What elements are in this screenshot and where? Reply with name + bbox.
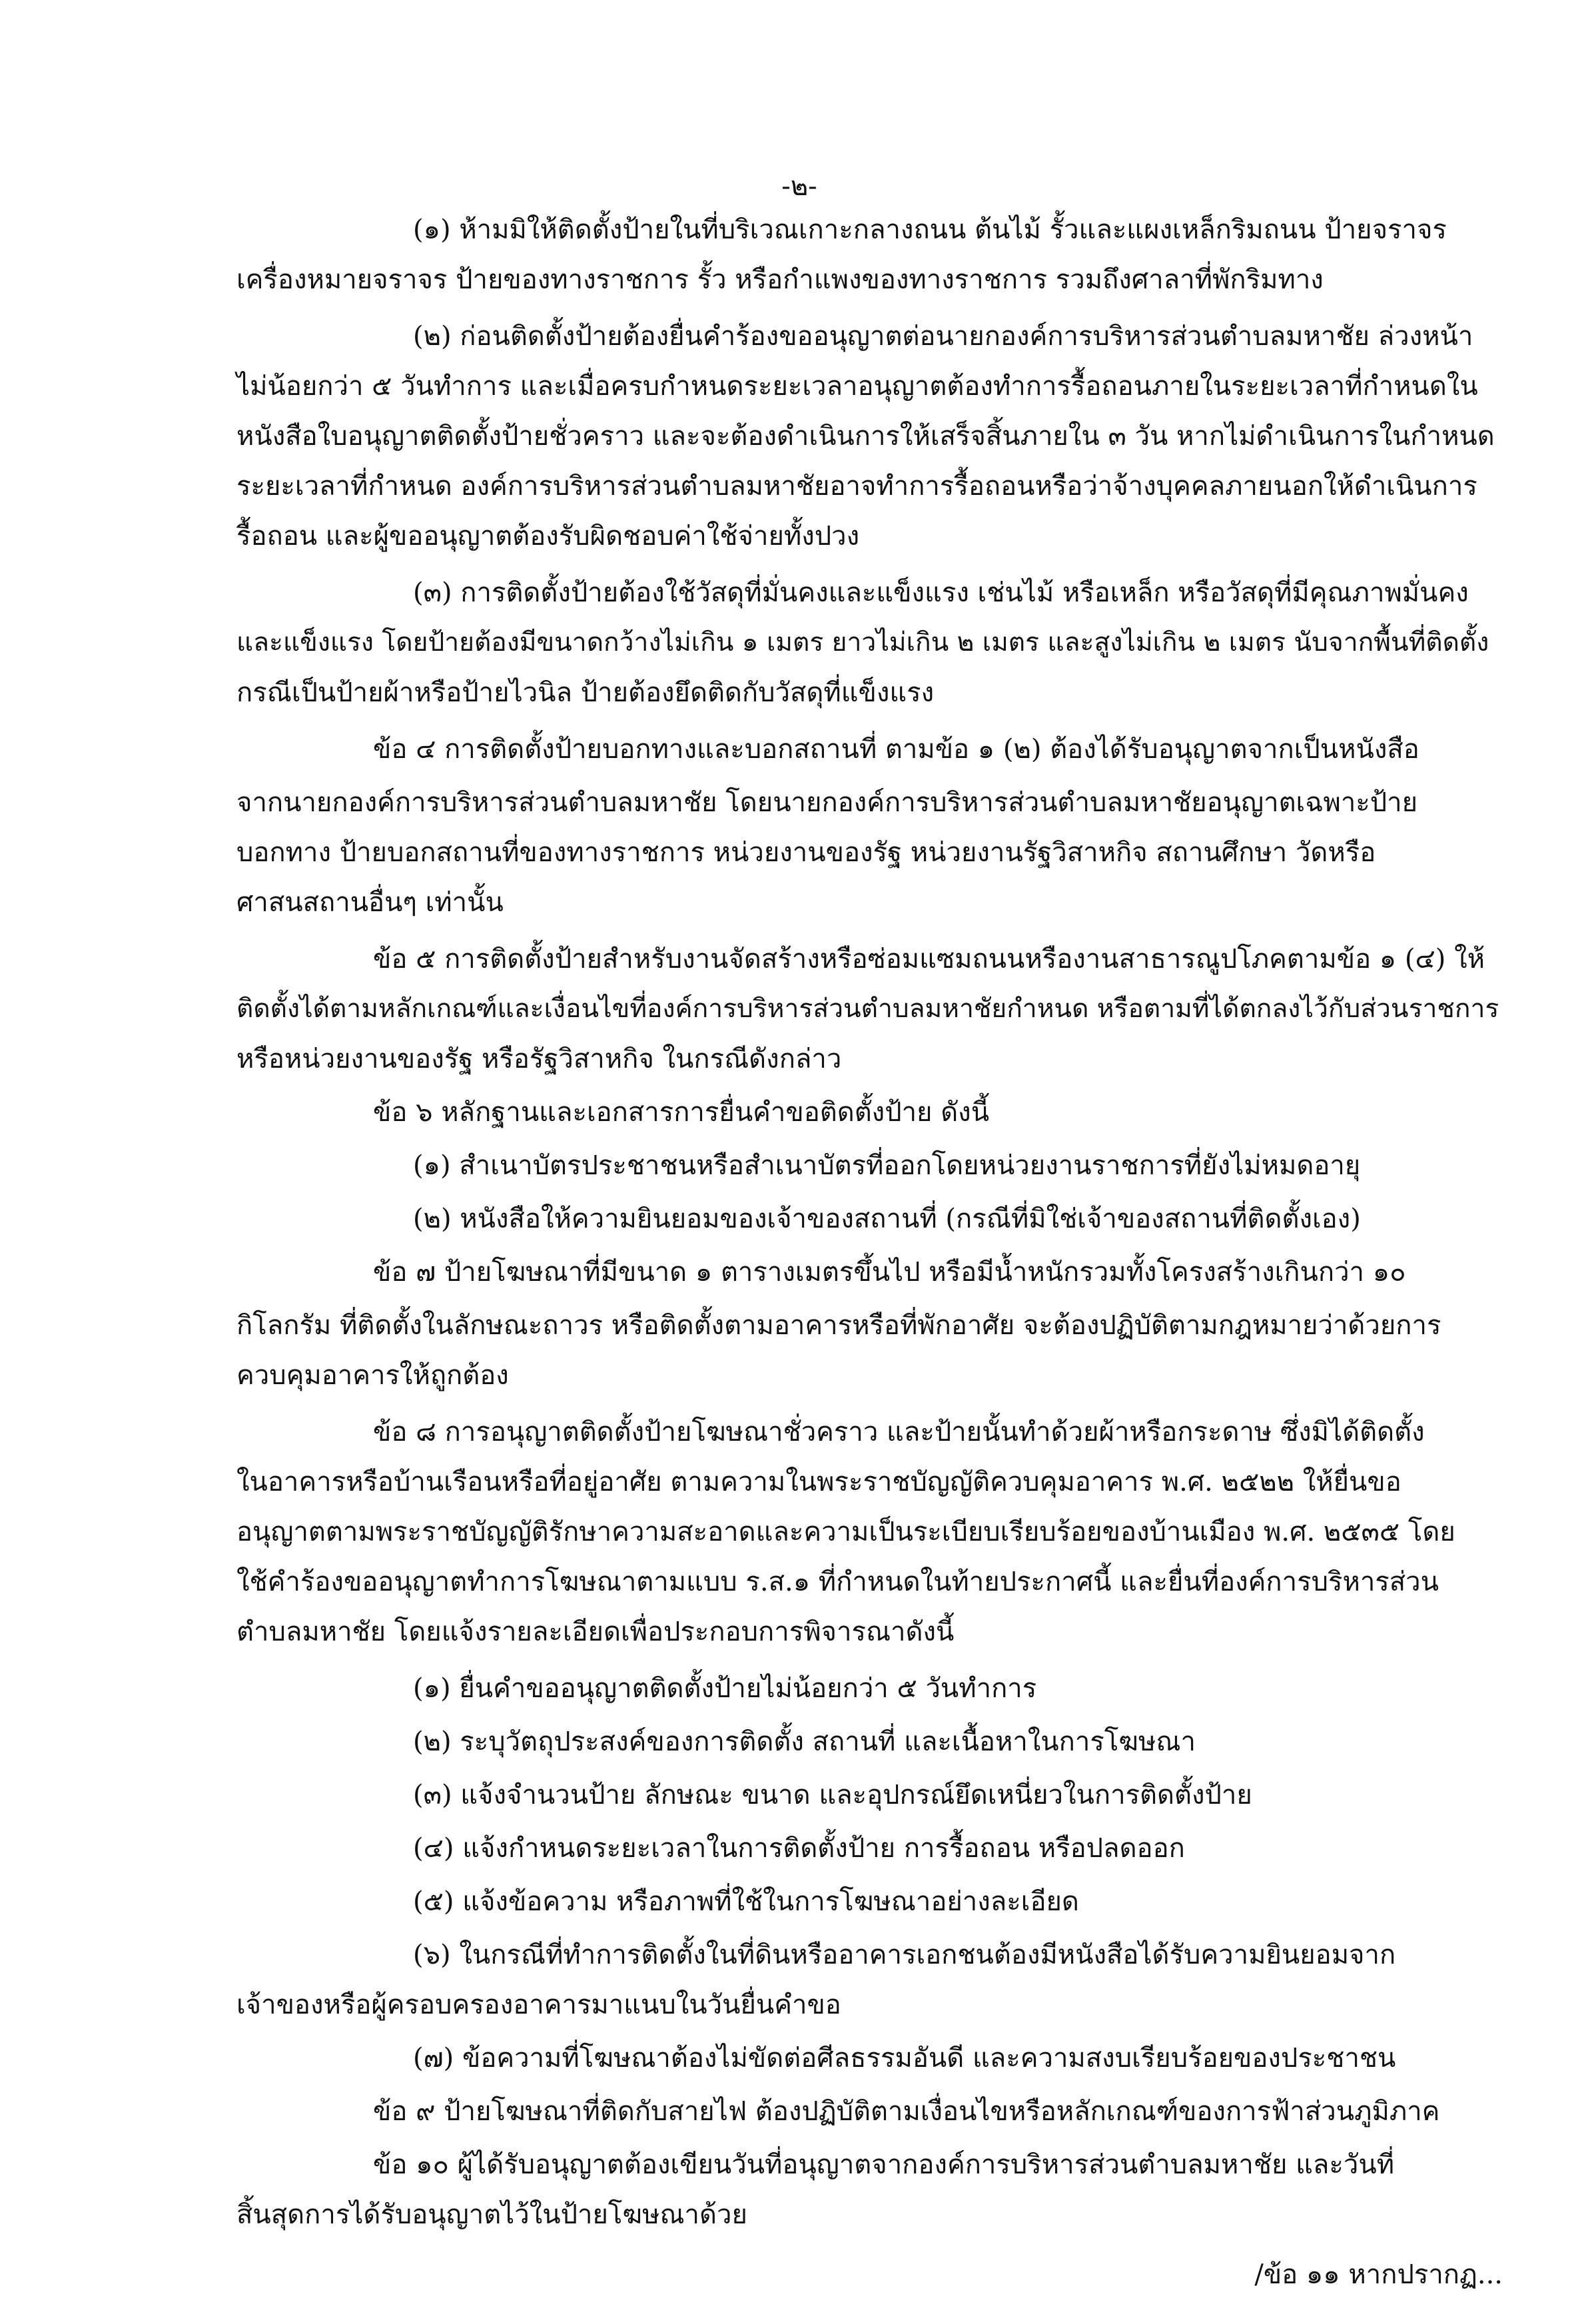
text-line: (๒) ระบุวัตถุประสงค์ของการติดตั้ง สถานที่ และเนื้อหาในการโฆษณา (413, 1727, 1196, 1757)
text-line: ข้อ ๘ การอนุญาตติดตั้งป้ายโฆษณาชั่วคราว และป้ายนั้นทำด้วยผ้าหรือกระดาษ ซึ่งมิได้ติดตั้ง (373, 1417, 1425, 1447)
text-line: ไม่น้อยกว่า ๕ วันทำการ และเมื่อครบกำหนดระยะเวลาอนุญาตต้องทำการรื้อถอนภายในระยะเวลาที่กำหนดใน (236, 371, 1478, 402)
text-line: (๖) ในกรณีที่ทำการติดตั้งในที่ดินหรืออาคารเอกชนต้องมีหนังสือได้รับความยินยอมจาก (413, 1940, 1396, 1970)
text-line: ใช้คำร้องขออนุญาตทำการโฆษณาตามแบบ ร.ส.๑ ที่กำหนดในท้ายประกาศนี้ และยื่นที่องค์การบริหารส่วน (236, 1567, 1439, 1597)
continuation-note: /ข้อ ๑๑ หากปรากฏ... (1254, 2259, 1503, 2290)
text-line: (๑) ห้ามมิให้ติดตั้งป้ายในที่บริเวณเกาะกลางถนน ต้นไม้ รั้วและแผงเหล็กริมถนน ป้ายจราจร (413, 214, 1447, 245)
text-line: กิโลกรัม ที่ติดตั้งในลักษณะถาวร หรือติดตั้งตามอาคารหรือที่พักอาศัย จะต้องปฏิบัติตามกฎหมายว่าด้วยการ (236, 1310, 1441, 1341)
text-line: (๓) การติดตั้งป้ายต้องใช้วัสดุที่มั่นคงและแข็งแรง เช่นไม้ หรือเหล็ก หรือวัสดุที่มีคุณภาพมั่นคง (413, 578, 1469, 608)
text-line: (๒) หนังสือให้ความยินยอมของเจ้าของสถานที่ (กรณีที่มิใช่เจ้าของสถานที่ติดตั้งเอง) (413, 1204, 1361, 1234)
text-line: (๑) ยื่นคำขออนุญาตติดตั้งป้ายไม่น้อยกว่า ๕ วันทำการ (413, 1673, 1037, 1704)
text-line: จากนายกองค์การบริหารส่วนตำบลมหาชัย โดยนายกองค์การบริหารส่วนตำบลมหาชัยอนุญาตเฉพาะป้าย (236, 787, 1418, 818)
text-line: (๑) สำเนาบัตรประชาชนหรือสำเนาบัตรที่ออกโดยหน่วยงานราชการที่ยังไม่หมดอายุ (413, 1150, 1361, 1181)
text-line: ข้อ ๕ การติดตั้งป้ายสำหรับงานจัดสร้างหรือซ่อมแซมถนนหรืองานสาธารณูปโภคตามข้อ ๑ (๔) ให้ (373, 944, 1485, 974)
text-line: ข้อ ๖ หลักฐานและเอกสารการยื่นคำขอติดตั้งป้าย ดังนี้ (373, 1097, 990, 1128)
text-line: กรณีเป็นป้ายผ้าหรือป้ายไวนิล ป้ายต้องยึดติดกับวัสดุที่แข็งแรง (236, 677, 935, 708)
text-line: หนังสือใบอนุญาตติดตั้งป้ายชั่วคราว และจะต้องดำเนินการให้เสร็จสิ้นภายใน ๓ วัน หากไม่ดำเนินการในกำหนด (236, 421, 1495, 452)
text-line: รื้อถอน และผู้ขออนุญาตต้องรับผิดชอบค่าใช้จ่ายทั้งปวง (236, 521, 860, 552)
text-line: หรือหน่วยงานของรัฐ หรือรัฐวิสาหกิจ ในกรณีดังกล่าว (236, 1044, 842, 1074)
text-line: ติดตั้งได้ตามหลักเกณฑ์และเงื่อนไขที่องค์การบริหารส่วนตำบลมหาชัยกำหนด หรือตามที่ได้ตกลงไว้กับส่วนราชการ (236, 994, 1499, 1024)
text-line: (๕) แจ้งข้อความ หรือภาพที่ใช้ในการโฆษณาอย่างละเอียด (413, 1886, 1079, 1917)
text-line: (๒) ก่อนติดตั้งป้ายต้องยื่นคำร้องขออนุญาตต่อนายกองค์การบริหารส่วนตำบลมหาชัย ล่วงหน้า (413, 321, 1473, 352)
text-line: ข้อ ๑๐ ผู้ได้รับอนุญาตต้องเขียนวันที่อนุญาตจากองค์การบริหารส่วนตำบลมหาชัย และวันที่ (373, 2149, 1395, 2180)
text-line: ควบคุมอาคารให้ถูกต้อง (236, 1360, 509, 1391)
text-line: ข้อ ๗ ป้ายโฆษณาที่มีขนาด ๑ ตารางเมตรขึ้นไป หรือมีน้ำหนักรวมทั้งโครงสร้างเกินกว่า ๑๐ (373, 1257, 1406, 1288)
text-line: (๔) แจ้งกำหนดระยะเวลาในการติดตั้งป้าย การรื้อถอน หรือปลดออก (413, 1833, 1185, 1864)
page-number: -๒- (781, 171, 817, 202)
text-line: สิ้นสุดการได้รับอนุญาตไว้ในป้ายโฆษณาด้วย (236, 2199, 747, 2230)
text-line: ระยะเวลาที่กำหนด องค์การบริหารส่วนตำบลมหาชัยอาจทำการรื้อถอนหรือว่าจ้างบุคคลภายนอกให้ดำเนินการ (236, 471, 1477, 502)
text-line: ข้อ ๙ ป้ายโฆษณาที่ติดกับสายไฟ ต้องปฏิบัติตามเงื่อนไขหรือหลักเกณฑ์ของการฟ้าส่วนภูมิภาค (373, 2096, 1440, 2127)
text-line: บอกทาง ป้ายบอกสถานที่ของทางราชการ หน่วยงานของรัฐ หน่วยงานรัฐวิสาหกิจ สถานศึกษา วัดหรือ (236, 837, 1376, 868)
text-line: เครื่องหมายจราจร ป้ายของทางราชการ รั้ว หรือกำแพงของทางราชการ รวมถึงศาลาที่พักริมทาง (236, 264, 1324, 295)
text-line: และแข็งแรง โดยป้ายต้องมีขนาดกว้างไม่เกิน ๑ เมตร ยาวไม่เกิน ๒ เมตร และสูงไม่เกิน ๒ เมตร นับจากพื้นที่ติดตั้ง (236, 627, 1489, 657)
text-line: อนุญาตตามพระราชบัญญัติรักษาความสะอาดและความเป็นระเบียบเรียบร้อยของบ้านเมือง พ.ศ. ๒๕๓๕ โดย (236, 1517, 1455, 1547)
text-line: (๓) แจ้งจำนวนป้าย ลักษณะ ขนาด และอุปกรณ์ยึดเหนี่ยวในการติดตั้งป้าย (413, 1780, 1252, 1810)
text-line: เจ้าของหรือผู้ครอบครองอาคารมาแนบในวันยื่นคำขอ (236, 1990, 841, 2020)
text-line: ในอาคารหรือบ้านเรือนหรือที่อยู่อาศัย ตามความในพระราชบัญญัติควบคุมอาคาร พ.ศ. ๒๕๒๒ ให้ยื่นขอ (236, 1467, 1401, 1497)
text-line: ข้อ ๔ การติดตั้งป้ายบอกทางและบอกสถานที่ ตามข้อ ๑ (๒) ต้องได้รับอนุญาตจากเป็นหนังสือ (373, 734, 1419, 765)
text-line: ตำบลมหาชัย โดยแจ้งรายละเอียดเพื่อประกอบการพิจารณาดังนี้ (236, 1617, 955, 1647)
text-line: (๗) ข้อความที่โฆษณาต้องไม่ขัดต่อศีลธรรมอันดี และความสงบเรียบร้อยของประชาชน (413, 2043, 1396, 2074)
text-line: ศาสนสถานอื่นๆ เท่านั้น (236, 887, 504, 918)
